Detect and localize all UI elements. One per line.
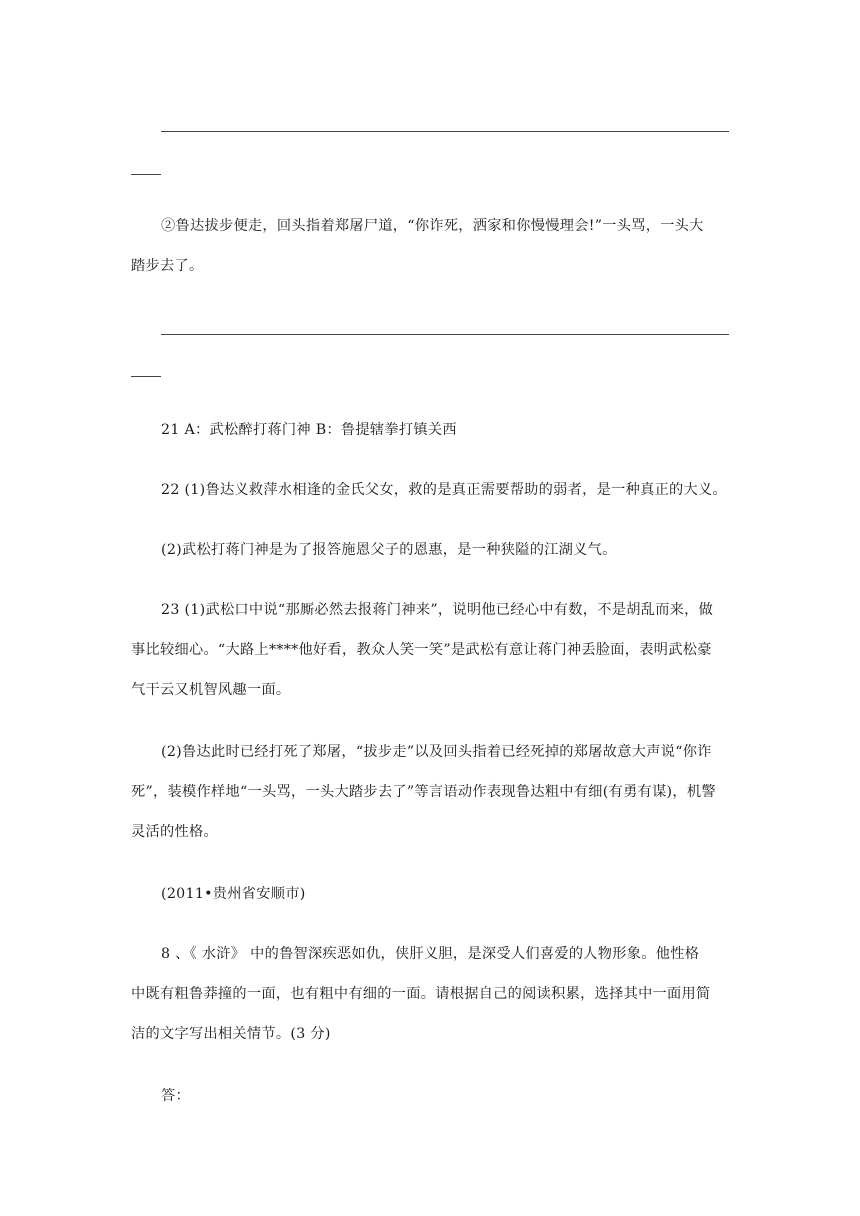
paragraph-23-2 — [131, 732, 731, 852]
text-line: 洁的文字写出相关情节。(3 分) — [131, 1026, 331, 1042]
answer-blank-line — [161, 131, 729, 132]
text-line: 气干云又机智风趣一面。 — [131, 682, 291, 698]
answer-blank-line-tail — [131, 376, 161, 377]
paragraph-answer — [131, 1076, 731, 1116]
text-line: 21 A：武松醉打蒋门神 B：鲁提辖拳打镇关西 — [161, 422, 457, 438]
paragraph-question-8 — [131, 934, 731, 1054]
paragraph-source — [131, 874, 731, 914]
text-line: 死”，装模作样地“一头骂，一头大踏步去了”等言语动作表现鲁达粗中有细(有勇有谋)，机警 — [131, 784, 716, 800]
paragraph-22-1 — [131, 470, 731, 510]
text-line: 踏步去了。 — [131, 258, 204, 274]
text-line: 中既有粗鲁莽撞的一面，也有粗中有细的一面。请根据自己的阅读积累，选择其中一面用简 — [131, 986, 711, 1002]
text-line: (2)武松打蒋门神是为了报答施恩父子的恩惠，是一种狭隘的江湖义气。 — [161, 542, 617, 558]
text-line: (2011•贵州省安顺市) — [161, 886, 306, 902]
answer-label: 答： — [161, 1088, 190, 1104]
paragraph-23-1 — [131, 590, 731, 710]
text-line: (2)鲁达此时已经打死了郑屠，“拔步走”以及回头指着已经死掉的郑屠故意大声说“你诈 — [161, 744, 712, 760]
text-line: 23 (1)武松口中说“那厮必然去报蒋门神来”，说明他已经心中有数，不是胡乱而来，做 — [161, 602, 714, 618]
paragraph-21 — [131, 410, 731, 450]
text-line: 8 、《 水浒》 中的鲁智深疾恶如仇，侠肝义胆，是深受人们喜爱的人物形象。他性格 — [161, 946, 700, 962]
text-line: 灵活的性格。 — [131, 824, 218, 840]
paragraph-quote-2 — [131, 206, 731, 286]
paragraph-22-2 — [131, 530, 731, 570]
text-line: 22 (1)鲁达义救萍水相逢的金氏父女，救的是真正需要帮助的弱者，是一种真正的大义。 — [161, 482, 728, 498]
text-line: ②鲁达拔步便走，回头指着郑屠尸道，“你诈死，洒家和你慢慢理会!”一头骂，一头大 — [161, 218, 704, 234]
answer-blank-line-tail — [131, 174, 161, 175]
answer-blank-line — [161, 334, 729, 335]
text-line: 事比较细心。“大路上****他好看，教众人笑一笑”是武松有意让蒋门神丢脸面，表明武松豪 — [131, 642, 712, 658]
